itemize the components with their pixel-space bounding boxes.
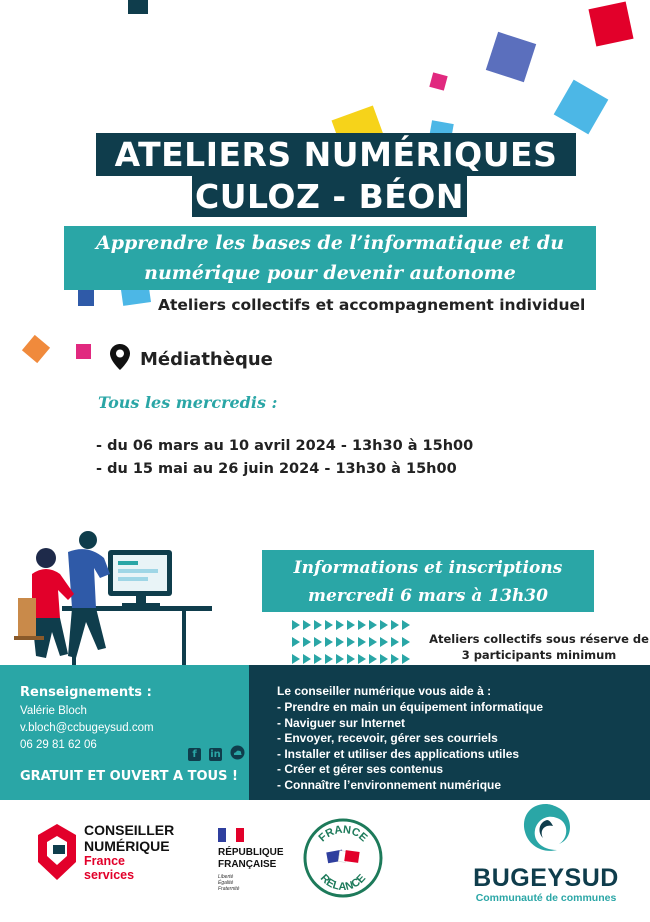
- map-pin-icon: [110, 344, 130, 374]
- subtitle-line-1: Apprendre les bases de l’informatique et du: [95, 232, 565, 254]
- list-item: - Prendre en main un équipement informatique: [277, 700, 544, 714]
- republique-francaise-logo: [218, 828, 284, 892]
- subtitle-banner: [64, 226, 596, 290]
- cn-line-3: France: [84, 854, 125, 868]
- bugey-name: BUGEYSUD: [473, 864, 619, 892]
- confetti-square: [429, 72, 447, 90]
- rf-devise-1: Liberté: [218, 874, 234, 880]
- free-label: GRATUIT ET OUVERT A TOUS !: [20, 769, 238, 784]
- ateliers-tagline: Ateliers collectifs et accompagnement individuel: [158, 296, 586, 314]
- contact-name: Valérie Bloch: [20, 705, 87, 717]
- info-banner: [262, 550, 594, 612]
- confetti-square: [486, 32, 536, 82]
- cloud-icon[interactable]: [230, 745, 245, 764]
- contact-email[interactable]: v.bloch@ccbugeysud.com: [20, 722, 154, 734]
- list-item: - Créer et gérer ses contenus: [277, 762, 444, 776]
- social-icons: [188, 745, 245, 764]
- schedule-heading: Tous les mercredis :: [98, 393, 278, 412]
- bugeysud-logo: [466, 800, 626, 904]
- contact-phone[interactable]: 06 29 81 62 06: [20, 739, 97, 751]
- arrow-decoration: [292, 620, 412, 671]
- bugey-sub: Communauté de communes: [475, 892, 617, 904]
- rf-line-1: RÉPUBLIQUE: [218, 847, 284, 858]
- confetti-square: [78, 290, 94, 306]
- schedule-date: - du 15 mai au 26 juin 2024 - 13h30 à 15h00: [96, 461, 457, 477]
- confetti-square: [554, 80, 609, 135]
- confetti-square: [76, 344, 91, 359]
- cn-line-1: CONSEILLER: [84, 822, 175, 838]
- location-label: Médiathèque: [140, 348, 273, 370]
- marianne-icon: [218, 828, 244, 842]
- conseiller-intro: Le conseiller numérique vous aide à :: [277, 684, 492, 698]
- wave-swirl-icon: [517, 800, 575, 860]
- rf-devise-3: Fraternité: [218, 886, 240, 892]
- title-line-1: ATELIERS NUMÉRIQUES: [96, 133, 576, 176]
- list-item: - Naviguer sur Internet: [277, 715, 406, 730]
- subtitle-line-2: numérique pour devenir autonome: [144, 262, 516, 284]
- location-row: [110, 344, 273, 374]
- confetti-square: [588, 1, 633, 46]
- contact-panel: [0, 665, 249, 800]
- relance-bottom: RELANCE: [317, 872, 369, 894]
- list-item: - Connaître l’environnement numérique: [277, 777, 502, 792]
- cn-line-2: NUMÉRIQUE: [84, 838, 170, 854]
- conseiller-numerique-logo: [38, 822, 174, 882]
- facebook-icon[interactable]: f: [188, 748, 201, 761]
- confetti-square: [128, 0, 148, 14]
- conseiller-list: [277, 700, 543, 793]
- info-line-2: mercredi 6 mars à 13h30: [308, 586, 548, 606]
- title-line-2: CULOZ - BÉON: [192, 176, 467, 217]
- confetti-square: [22, 335, 50, 363]
- france-relance-logo: [303, 818, 383, 902]
- cn-shield-icon: [38, 824, 76, 880]
- reserve-note: [428, 631, 650, 663]
- conseiller-panel: [249, 665, 650, 800]
- info-line-1: Informations et inscriptions: [293, 558, 563, 578]
- rf-devise: [218, 874, 284, 892]
- reserve-line-2: 3 participants minimum: [461, 648, 617, 662]
- rf-line-2: FRANÇAISE: [218, 859, 277, 870]
- people-computer-illustration: [12, 528, 212, 666]
- linkedin-icon[interactable]: in: [210, 749, 221, 760]
- contact-title: Renseignements :: [20, 685, 152, 700]
- schedule-date: - du 06 mars au 10 avril 2024 - 13h30 à 15h00: [96, 438, 474, 454]
- reserve-line-1: Ateliers collectifs sous réserve de: [429, 632, 649, 646]
- relance-top: FRANCE: [316, 823, 370, 845]
- cn-line-4: services: [84, 868, 135, 882]
- list-item: - Installer et utiliser des applications utiles: [277, 746, 520, 761]
- list-item: - Envoyer, recevoir, gérer ses courriels: [277, 731, 498, 745]
- rf-devise-2: Égalité: [218, 880, 234, 886]
